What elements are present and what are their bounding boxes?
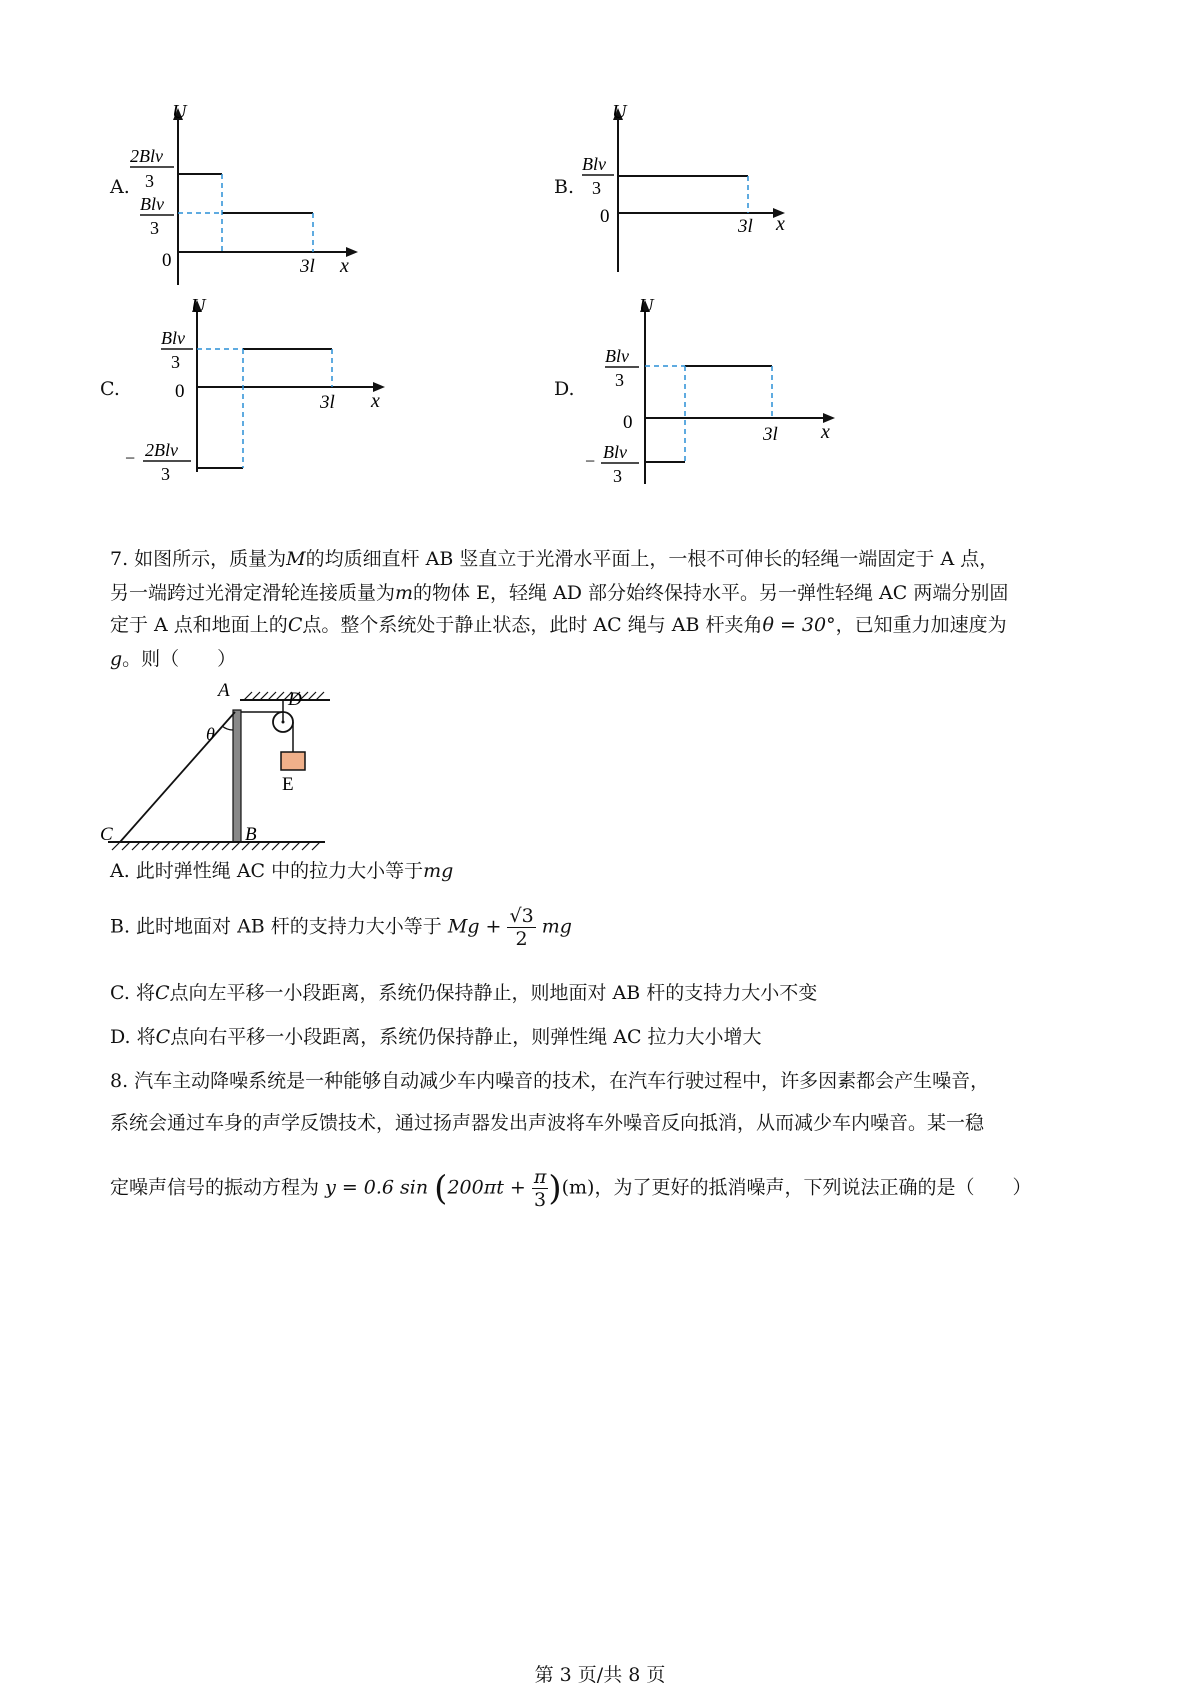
q7-figure [100, 680, 340, 860]
svg-text:3: 3 [613, 466, 622, 486]
svg-text:3: 3 [161, 464, 170, 484]
q7-option-b: B. 此时地面对 AB 杆的支持力大小等于 Mg + $\frac{√3}{2}$ mg [110, 905, 572, 950]
svg-text:Blv: Blv [161, 328, 185, 348]
svg-text:3l: 3l [320, 392, 335, 413]
svg-text:3: 3 [171, 352, 180, 372]
graph-d [585, 292, 865, 497]
origin: 0 [162, 250, 172, 271]
svg-text:−: − [125, 448, 136, 468]
block-e [281, 752, 305, 770]
option-d-label: D. [554, 378, 575, 400]
svg-text:0: 0 [175, 381, 185, 402]
svg-text:Blv: Blv [603, 442, 627, 462]
q7-option-a: A. 此时弹性绳 AC 中的拉力大小等于mg [110, 860, 454, 882]
label-d: D [288, 689, 302, 710]
axis-u: U [172, 101, 187, 123]
label-theta: θ [206, 724, 215, 744]
svg-text:U: U [612, 101, 627, 123]
option-c-label: C. [100, 378, 120, 400]
svg-text:0: 0 [623, 412, 633, 433]
graph-c [125, 292, 405, 492]
svg-text:x: x [776, 213, 785, 235]
option-a-label: A. [110, 176, 130, 198]
label-b: B [245, 824, 257, 845]
axis-x: x [340, 255, 349, 277]
svg-text:3l: 3l [738, 216, 753, 237]
q7-line4: g。则（ ） [110, 648, 237, 670]
svg-text:3: 3 [592, 178, 601, 198]
label-e: E [282, 774, 294, 795]
svg-text:2Blv: 2Blv [145, 440, 178, 460]
q7-line1: 7. 如图所示，质量为M的均质细直杆 AB 竖直立于光滑水平面上，一根不可伸长的轻绳一端固定于 A 点， [110, 548, 999, 570]
svg-text:Blv: Blv [605, 346, 629, 366]
svg-text:U: U [639, 295, 654, 317]
q8-line1: 8. 汽车主动降噪系统是一种能够自动减少车内噪音的技术，在汽车行驶过程中，许多因素都会产生噪音， [110, 1070, 990, 1092]
q7-line3: 定于 A 点和地面上的C点。整个系统处于静止状态，此时 AC 绳与 AB 杆夹角θ = 30°，已知重力加速度为 [110, 614, 1007, 636]
label-den: 3 [150, 218, 159, 238]
svg-text:U: U [191, 295, 206, 317]
svg-text:3: 3 [615, 370, 624, 390]
page-footer: 第 3 页/共 8 页 [534, 1664, 666, 1686]
svg-text:Blv: Blv [582, 154, 606, 174]
svg-text:x: x [821, 421, 830, 443]
q8-line2: 系统会通过车身的声学反馈技术，通过扬声器发出声波将车外噪音反向抵消，从而减少车内噪音。某一稳 [110, 1112, 985, 1134]
q7-line2: 另一端跨过光滑定滑轮连接质量为m的物体 E，轻绳 AD 部分始终保持水平。另一弹性轻绳 AC 两端分别固 [110, 582, 1009, 604]
tick-3l: 3l [300, 256, 315, 277]
q8-line3: 定噪声信号的振动方程为 y = 0.6 sin (200πt + $\frac{\pi}{3}$ )(m)，为了更好的抵消噪声，下列说法正确的是（ ） [110, 1166, 1032, 1211]
option-b-label: B. [554, 176, 575, 198]
label-blv: Blv [140, 194, 164, 214]
label-den: 3 [145, 171, 154, 191]
q7-option-d: D. 将C点向右平移一小段距离，系统仍保持静止，则弹性绳 AC 拉力大小增大 [110, 1026, 762, 1048]
svg-text:0: 0 [600, 206, 610, 227]
svg-text:−: − [585, 451, 596, 471]
graph-b [570, 100, 820, 280]
rod-ab [233, 710, 241, 842]
svg-text:3l: 3l [763, 424, 778, 445]
label-a: A [218, 680, 230, 701]
label-c: C [100, 824, 113, 845]
svg-text:x: x [371, 390, 380, 412]
q7-option-c: C. 将C点向左平移一小段距离，系统仍保持静止，则地面对 AB 杆的支持力大小不变 [110, 982, 818, 1004]
graph-a [120, 100, 380, 290]
label-2blv: 2Blv [130, 146, 163, 166]
